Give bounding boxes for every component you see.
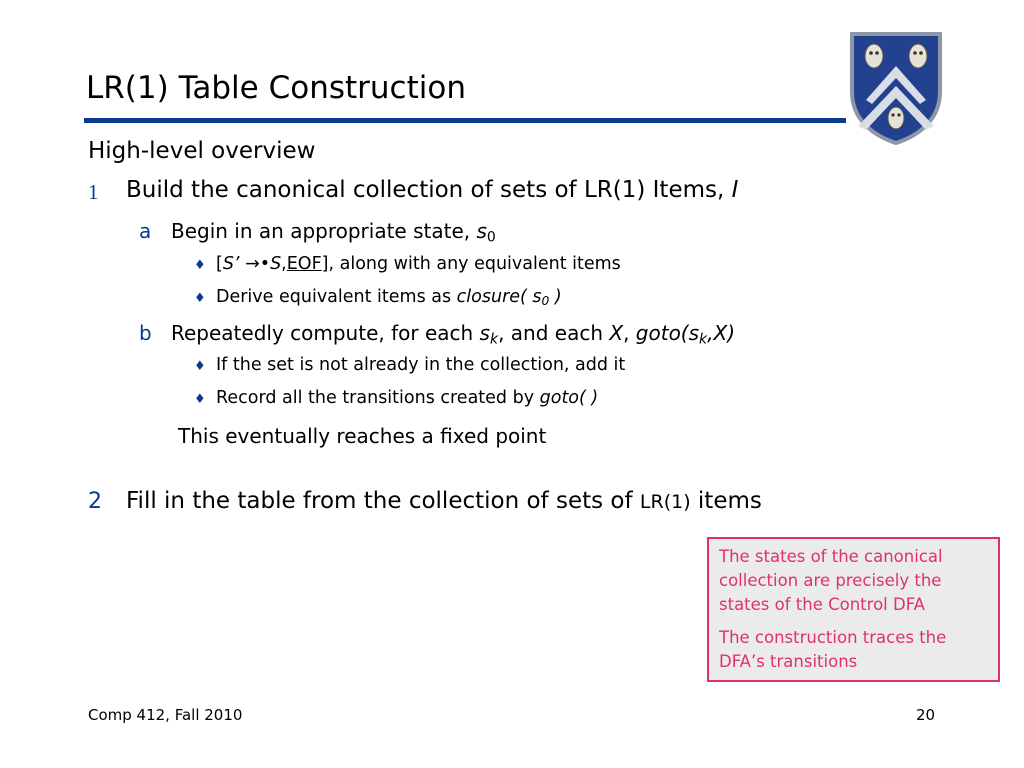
k-sub: k <box>489 331 499 348</box>
note-para-2: The construction traces the DFA’s transitions <box>719 628 947 671</box>
bullet-item-add-set: If the set is not already in the collection, add it <box>216 355 626 375</box>
note-para-1: The states of the canonical collection are precisely the states of the Control DFA <box>719 547 943 614</box>
bullet-item-transitions <box>216 388 598 408</box>
step-1b-marker: b <box>139 321 152 345</box>
slide-title: LR(1) Table Construction <box>86 70 466 106</box>
footer-page-number: 20 <box>916 706 936 724</box>
step-2-marker: 2 <box>88 489 102 514</box>
rice-shield-logo <box>848 30 944 146</box>
step-1-marker: 1 <box>88 180 99 204</box>
s-k-var: s <box>479 321 490 345</box>
footer-course: Comp 412, Fall 2010 <box>88 706 243 724</box>
closure-sub: 0 <box>541 294 550 309</box>
closure-func: closure( s <box>456 287 542 307</box>
goto-k-sub: k <box>699 331 708 348</box>
arrow-dot: →• <box>239 254 271 274</box>
step-1-var: I <box>731 177 739 203</box>
step-1-text <box>126 177 738 203</box>
bullet-diamond-icon: ♦ <box>194 392 206 407</box>
step-1a-label: Begin in an appropriate state, <box>171 219 477 243</box>
and-each: , and each <box>498 321 610 345</box>
closure-label: Derive equivalent items as <box>216 287 457 307</box>
goto-func: goto(s <box>635 321 700 345</box>
lr1-token: LR(1) <box>639 491 691 513</box>
step-2-end: items <box>690 488 762 514</box>
bullet-rest: ], along with any equivalent items <box>321 254 621 274</box>
step-1b-label: Repeatedly compute, for each <box>171 321 480 345</box>
goto-call: goto( ) <box>539 388 599 408</box>
closure-close: ) <box>549 287 562 307</box>
step-1-label: Build the canonical collection of sets of LR(1) Items, <box>126 177 732 203</box>
bullet-diamond-icon: ♦ <box>194 291 206 306</box>
goto-end: ,X) <box>707 321 736 345</box>
title-underline <box>84 118 846 123</box>
callout-note <box>707 537 1000 682</box>
transitions-label: Record all the transitions created by <box>216 388 540 408</box>
s-prime: S’ <box>222 254 240 274</box>
bullet-item-start-state <box>216 254 621 274</box>
overview-heading: High-level overview <box>88 138 316 164</box>
bullet-diamond-icon: ♦ <box>194 359 206 374</box>
s-symbol: S <box>270 254 282 274</box>
step-2-text <box>126 488 762 514</box>
bullet-item-closure <box>216 287 562 308</box>
comma: , <box>281 254 287 274</box>
step-1a-sub: 0 <box>486 229 496 246</box>
fixed-point-note: This eventually reaches a fixed point <box>178 424 547 448</box>
step-2-label: Fill in the table from the collection of sets of <box>126 488 640 514</box>
step-1a-marker: a <box>139 219 152 243</box>
bullet-diamond-icon: ♦ <box>194 258 206 273</box>
step-1a-var: s <box>476 219 487 243</box>
comma-sep: , <box>623 321 636 345</box>
step-1b-text <box>171 321 735 348</box>
step-1a-text <box>171 219 496 246</box>
eof-token: EOF <box>286 254 322 274</box>
x-var: X <box>609 321 624 345</box>
bracket-open: [ <box>216 254 223 274</box>
